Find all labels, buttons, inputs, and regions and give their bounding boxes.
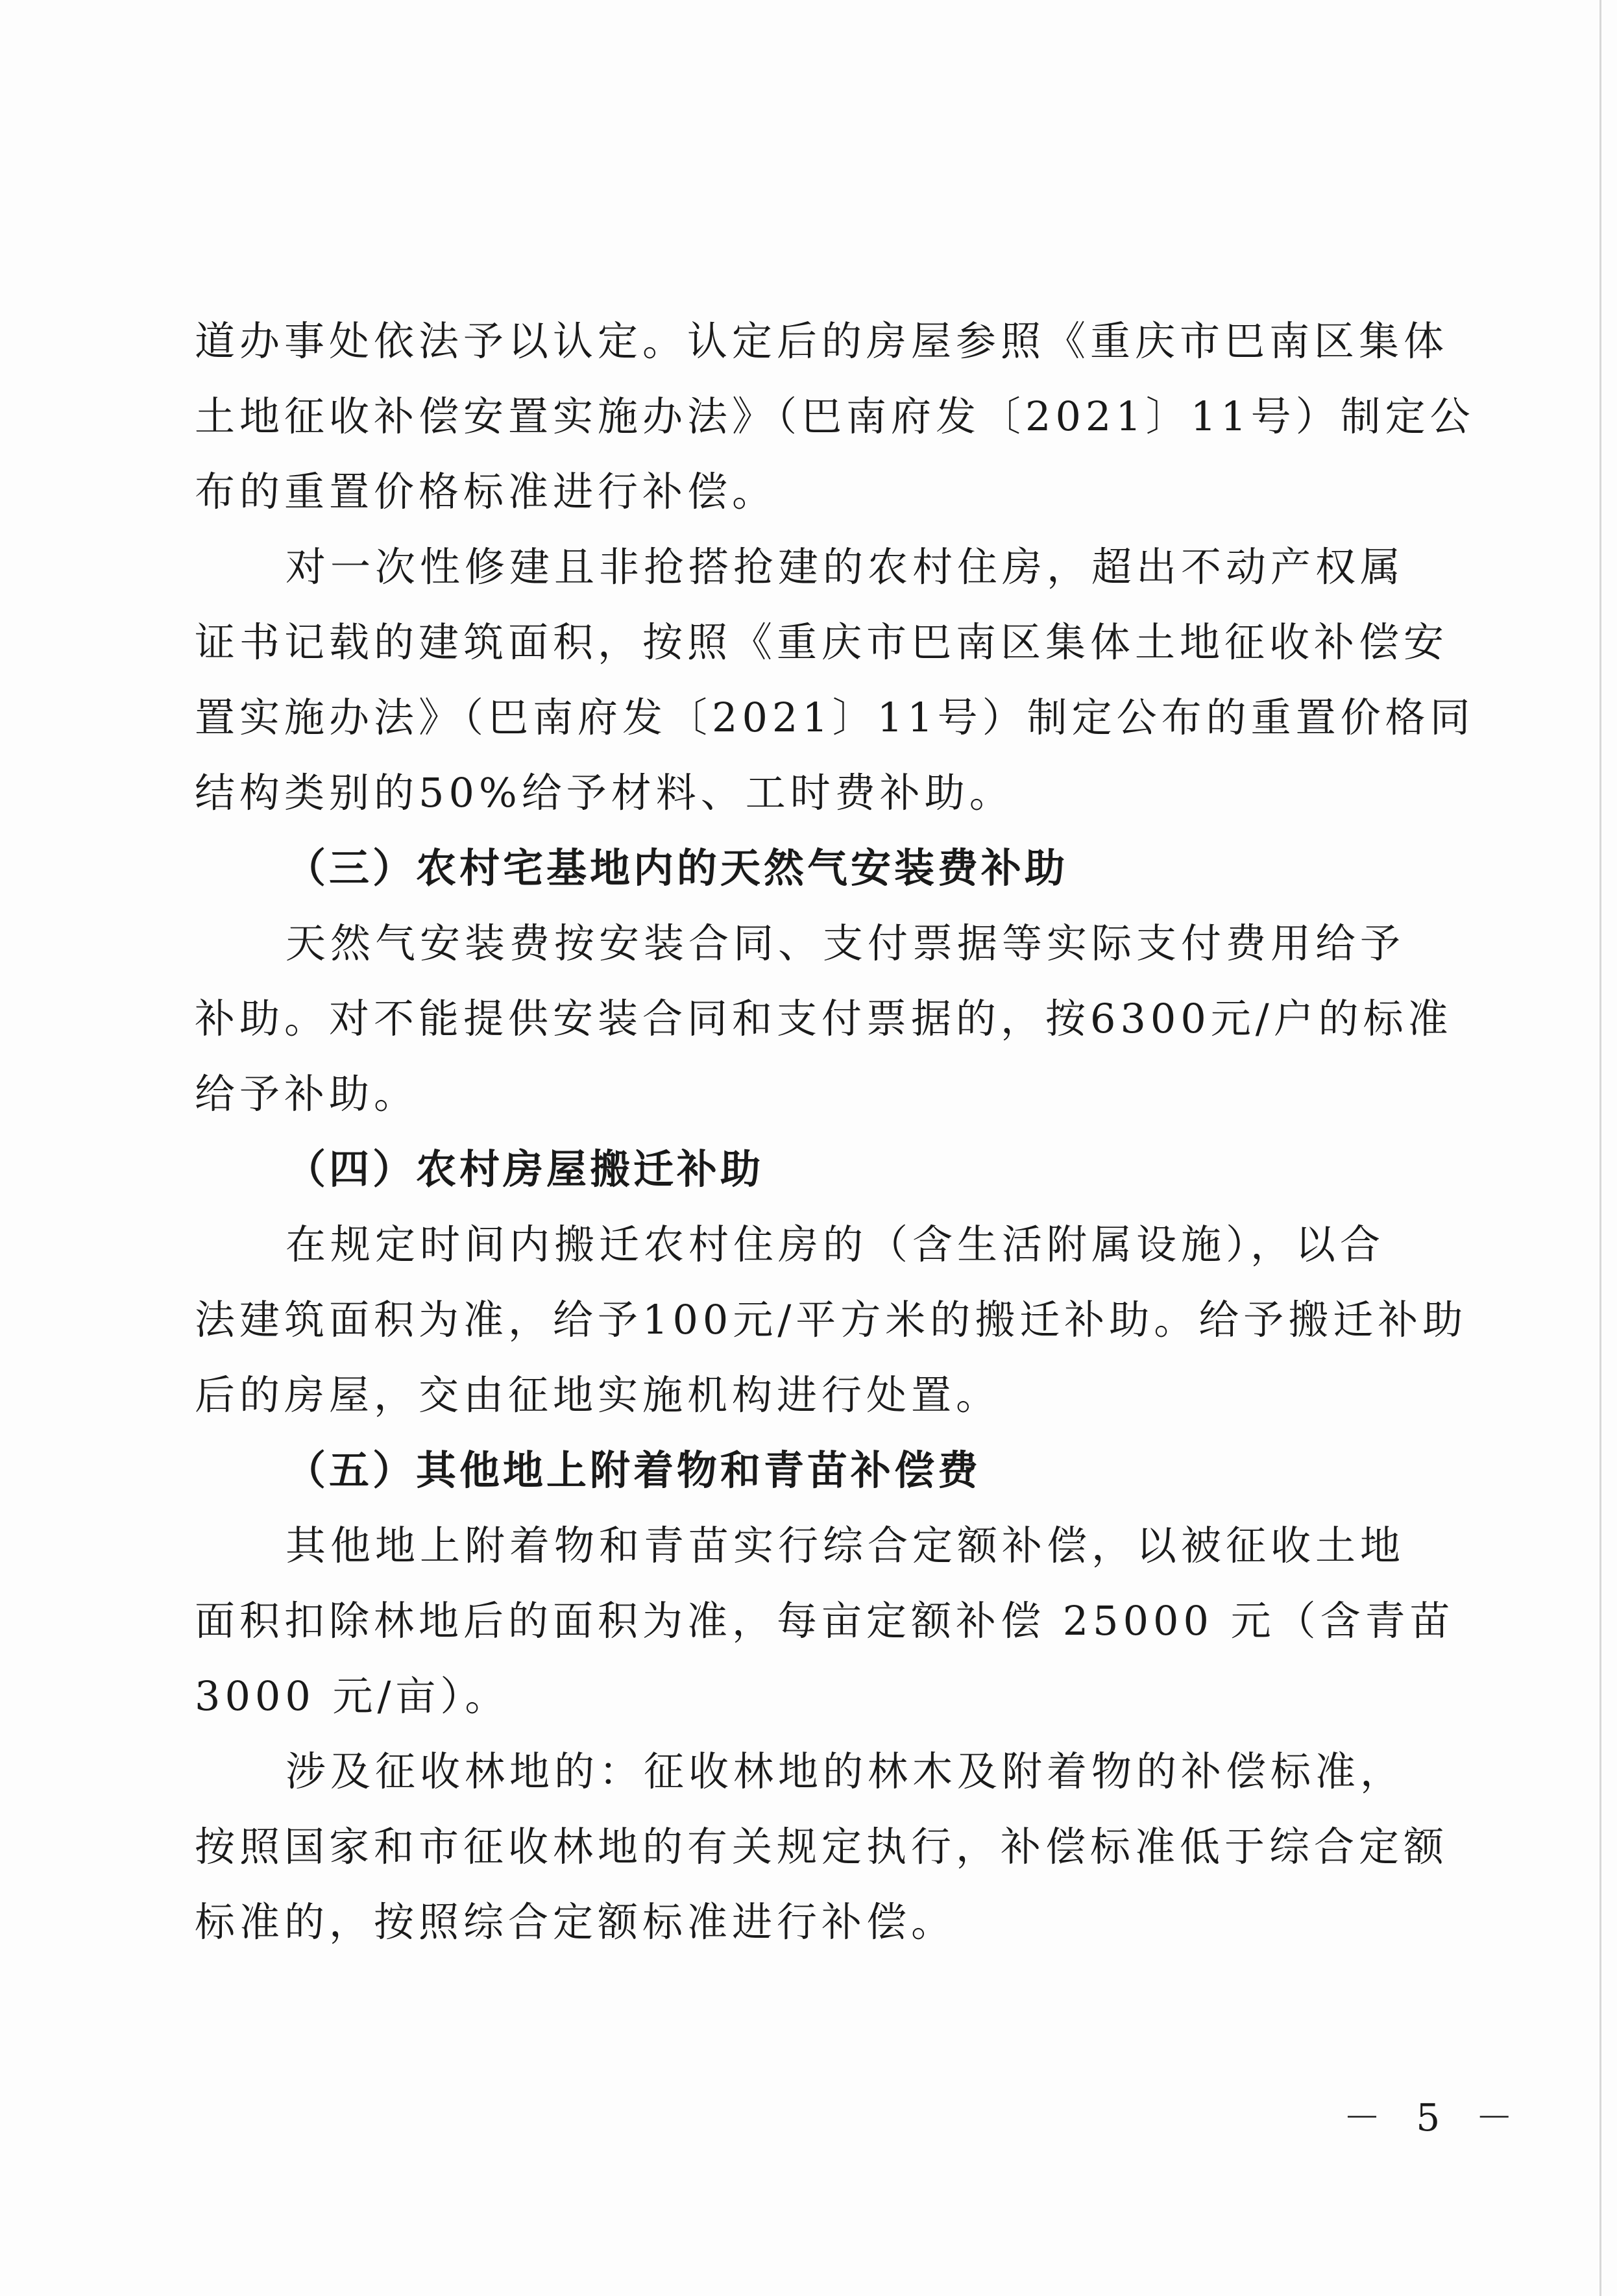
paragraph-first-line: 在规定时间内搬迁农村住房的（含生活附属设施），以合: [286, 1221, 1385, 1268]
section-heading-3: （三）农村宅基地内的天然气安装费补助: [286, 844, 1069, 892]
text-line: 后的房屋，交由征地实施机构进行处置。: [195, 1371, 1001, 1419]
text-line: 按照国家和市征收林地的有关规定执行，补偿标准低于综合定额: [195, 1823, 1449, 1870]
text-line: 布的重置价格标准进行补偿。: [195, 468, 777, 515]
text-line: 标准的，按照综合定额标准进行补偿。: [195, 1898, 956, 1946]
text-line: 道办事处依法予以认定。认定后的房屋参照《重庆市巴南区集体: [195, 317, 1449, 365]
text-line: 证书记载的建筑面积，按照《重庆市巴南区集体土地征收补偿安: [195, 618, 1449, 666]
text-line: 3000 元/亩）。: [195, 1672, 510, 1720]
text-line: 结构类别的50%给予材料、工时费补助。: [195, 769, 1014, 816]
text-line: 法建筑面积为准，给予100元/平方米的搬迁补助。给予搬迁补助: [195, 1296, 1468, 1343]
page-number: － 5 －: [1343, 2095, 1525, 2140]
page-edge-line: [1599, 0, 1601, 2296]
section-heading-4: （四）农村房屋搬迁补助: [286, 1145, 764, 1193]
text-line: 给予补助。: [195, 1070, 419, 1117]
paragraph-first-line: 涉及征收林地的：征收林地的林木及附着物的补偿标准，: [286, 1748, 1405, 1795]
text-line: 置实施办法》（巴南府发〔2021〕11号）制定公布的重置价格同: [195, 694, 1475, 741]
text-line: 面积扣除林地后的面积为准，每亩定额补偿 25000 元（含青苗: [195, 1597, 1455, 1644]
text-line: 土地征收补偿安置实施办法》（巴南府发〔2021〕11号）制定公: [195, 393, 1475, 440]
section-heading-5: （五）其他地上附着物和青苗补偿费: [286, 1447, 982, 1494]
paragraph-first-line: 其他地上附着物和青苗实行综合定额补偿，以被征收土地: [286, 1522, 1405, 1569]
paragraph-first-line: 对一次性修建且非抢搭抢建的农村住房，超出不动产权属: [286, 543, 1405, 591]
paragraph-first-line: 天然气安装费按安装合同、支付票据等实际支付费用给予: [286, 920, 1405, 967]
text-line: 补助。对不能提供安装合同和支付票据的，按6300元/户的标准: [195, 995, 1453, 1042]
